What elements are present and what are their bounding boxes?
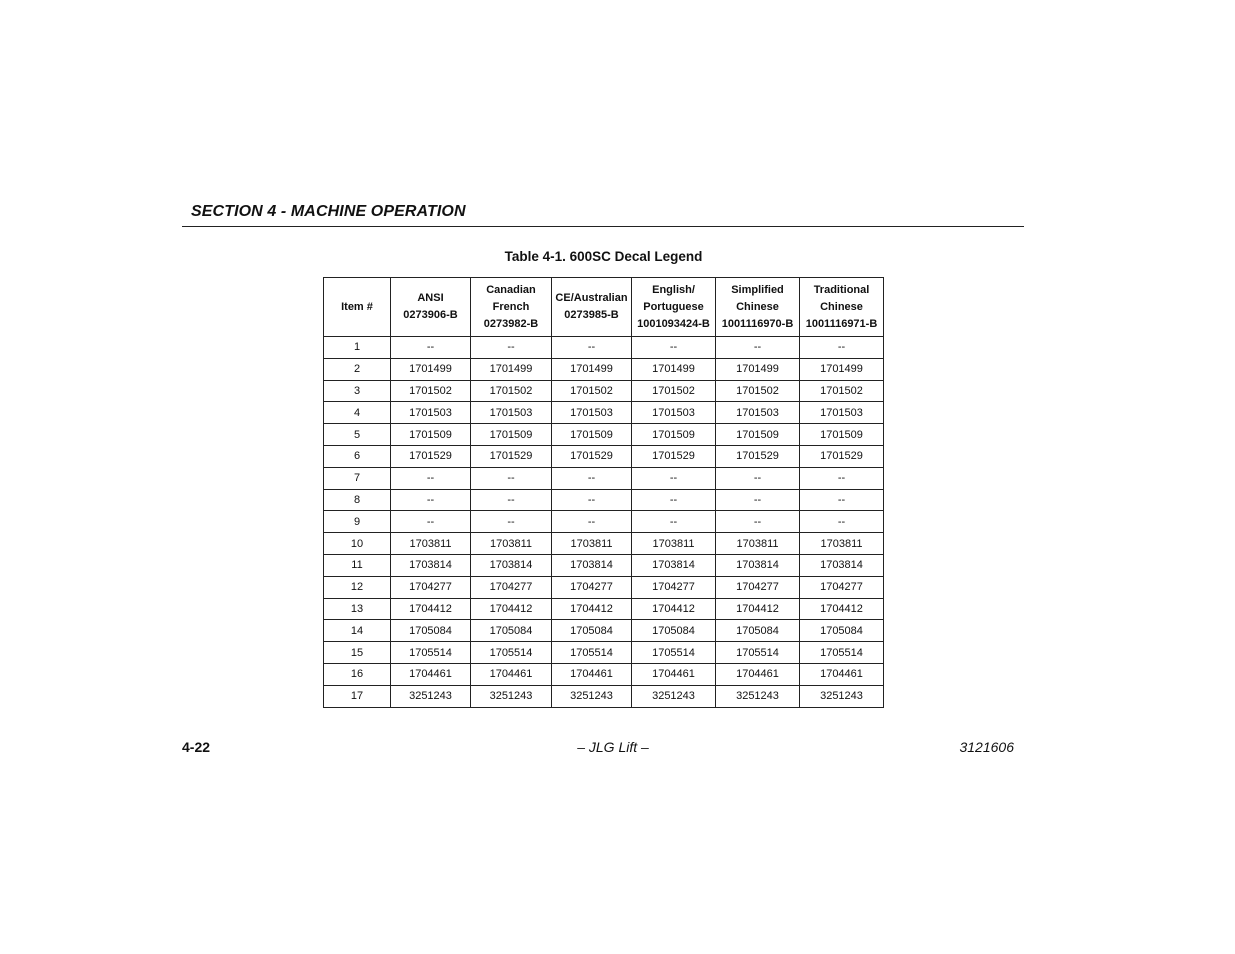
item-number-cell: 12 [324,576,391,598]
page-number: 4-22 [182,739,211,755]
table-row [324,337,884,359]
part-number-cell: -- [552,467,632,489]
table-row [324,402,884,424]
document-number: 3121606 [959,739,1014,755]
part-number-cell: 1703814 [800,554,884,576]
part-number-cell: 1701502 [800,380,884,402]
table-title: Table 4-1. 600SC Decal Legend [504,249,703,264]
table-row [324,533,884,555]
part-number-cell: 1701499 [391,358,471,380]
part-number-cell: 1703814 [471,554,552,576]
decal-legend-table [323,277,884,708]
part-number-cell: -- [716,489,800,511]
part-number-cell: 1701502 [632,380,716,402]
item-number-cell: 1 [324,337,391,359]
column-header-line: 0273982-B [483,317,539,330]
part-number-cell: 1701509 [716,424,800,446]
part-number-cell: 1703811 [552,533,632,555]
table-row [324,685,884,707]
item-number-cell: 8 [324,489,391,511]
table-body [324,337,884,708]
part-number-cell: -- [716,467,800,489]
part-number-cell: 1704412 [391,598,471,620]
item-number-cell: 2 [324,358,391,380]
part-number-cell: 1703814 [632,554,716,576]
part-number-cell: 1703814 [552,554,632,576]
part-number-cell: 1701529 [391,445,471,467]
part-number-cell: 1701503 [471,402,552,424]
column-header-line: ANSI [417,292,444,304]
column-header-line: Chinese [736,300,779,313]
table-row [324,358,884,380]
section-header: SECTION 4 - MACHINE OPERATION [191,203,466,220]
part-number-cell: -- [391,511,471,533]
column-header-canadian-french [471,278,552,337]
part-number-cell: 1703814 [716,554,800,576]
part-number-cell: 1704412 [471,598,552,620]
table-row [324,489,884,511]
part-number-cell: 3251243 [552,685,632,707]
part-number-cell: -- [632,467,716,489]
part-number-cell: 1704412 [552,598,632,620]
column-header-line: Traditional [813,283,870,296]
part-number-cell: 1701502 [552,380,632,402]
column-header-ansi [391,278,471,337]
column-header-line: 1001116971-B [805,317,878,330]
part-number-cell: 1704461 [552,663,632,685]
part-number-cell: 1701499 [716,358,800,380]
part-number-cell: 3251243 [391,685,471,707]
part-number-cell: 1705084 [632,620,716,642]
table-row [324,424,884,446]
part-number-cell: 1705514 [471,642,552,664]
item-number-cell: 11 [324,554,391,576]
header-row [324,278,884,337]
column-header-line: English/ [652,283,695,296]
part-number-cell: 1704277 [716,576,800,598]
part-number-cell: 1703811 [391,533,471,555]
part-number-cell: 1701509 [632,424,716,446]
table-row [324,576,884,598]
item-number-cell: 4 [324,402,391,424]
column-header-line: Simplified [731,283,784,296]
column-header-item-number [324,278,391,337]
part-number-cell: 1701502 [716,380,800,402]
part-number-cell: 1704277 [800,576,884,598]
part-number-cell: 1704461 [632,663,716,685]
column-header-english-portuguese [632,278,716,337]
part-number-cell: -- [391,337,471,359]
table-row [324,642,884,664]
part-number-cell: 1701509 [552,424,632,446]
part-number-cell: 1704277 [632,576,716,598]
part-number-cell: 1704412 [716,598,800,620]
part-number-cell: -- [391,489,471,511]
item-number-cell: 13 [324,598,391,620]
part-number-cell: 1704461 [800,663,884,685]
part-number-cell: -- [632,337,716,359]
part-number-cell: 1701499 [471,358,552,380]
part-number-cell: 1704461 [471,663,552,685]
part-number-cell: 1701499 [552,358,632,380]
part-number-cell: -- [800,511,884,533]
part-number-cell: 1701503 [716,402,800,424]
item-number-cell: 16 [324,663,391,685]
part-number-cell: 1701529 [632,445,716,467]
table-row [324,554,884,576]
part-number-cell: 1705084 [800,620,884,642]
part-number-cell: 1703811 [632,533,716,555]
part-number-cell: 1703811 [800,533,884,555]
part-number-cell: -- [471,511,552,533]
part-number-cell: 1704277 [552,576,632,598]
part-number-cell: 3251243 [716,685,800,707]
part-number-cell: 1701529 [800,445,884,467]
column-header-line: Chinese [820,300,863,313]
header-rule [182,226,1024,227]
column-header-ce-australian [552,278,632,337]
item-number-cell: 17 [324,685,391,707]
part-number-cell: -- [800,489,884,511]
column-header-simplified-chinese [716,278,800,337]
part-number-cell: 1701502 [391,380,471,402]
item-number-cell: 15 [324,642,391,664]
table-row [324,467,884,489]
table-row [324,620,884,642]
item-number-cell: 5 [324,424,391,446]
part-number-cell: 1701503 [552,402,632,424]
part-number-cell: 1704412 [800,598,884,620]
part-number-cell: 3251243 [632,685,716,707]
part-number-cell: -- [471,467,552,489]
part-number-cell: 1705514 [800,642,884,664]
part-number-cell: 1705514 [632,642,716,664]
part-number-cell: -- [471,489,552,511]
column-header-line: Portuguese [643,300,704,313]
item-number-cell: 6 [324,445,391,467]
part-number-cell: 1701503 [632,402,716,424]
part-number-cell: 1704412 [632,598,716,620]
column-header-line: French [492,300,530,313]
part-number-cell: -- [800,467,884,489]
table-row [324,663,884,685]
part-number-cell: -- [552,511,632,533]
item-number-cell: 14 [324,620,391,642]
part-number-cell: -- [552,489,632,511]
column-header-line: 1001116970-B [721,317,794,330]
footer-brand: – JLG Lift – [577,739,649,755]
part-number-cell: -- [471,337,552,359]
part-number-cell: 1701529 [471,445,552,467]
part-number-cell: 1705084 [391,620,471,642]
part-number-cell: 1705514 [391,642,471,664]
part-number-cell: 1705084 [716,620,800,642]
column-header-traditional-chinese [800,278,884,337]
table-row [324,511,884,533]
part-number-cell: 1701503 [800,402,884,424]
part-number-cell: 3251243 [471,685,552,707]
item-number-cell: 3 [324,380,391,402]
column-header-line: 0273985-B [564,309,619,321]
part-number-cell: -- [716,337,800,359]
part-number-cell: 1705084 [552,620,632,642]
part-number-cell: -- [800,337,884,359]
item-number-cell: 7 [324,467,391,489]
part-number-cell: -- [632,511,716,533]
part-number-cell: 1701529 [552,445,632,467]
part-number-cell: -- [632,489,716,511]
table-header [324,278,884,337]
part-number-cell: -- [552,337,632,359]
part-number-cell: 1701499 [632,358,716,380]
column-header-line: 1001093424-B [637,317,710,330]
part-number-cell: 1701509 [391,424,471,446]
part-number-cell: 3251243 [800,685,884,707]
part-number-cell: 1705514 [716,642,800,664]
part-number-cell: 1701509 [471,424,552,446]
part-number-cell: 1704461 [716,663,800,685]
part-number-cell: 1704461 [391,663,471,685]
part-number-cell: 1701509 [800,424,884,446]
table-row [324,598,884,620]
column-header-line: CE/Australian [555,292,628,304]
part-number-cell: 1705084 [471,620,552,642]
column-header-line: Item # [341,300,373,313]
table-row [324,380,884,402]
part-number-cell: -- [716,511,800,533]
part-number-cell: 1701503 [391,402,471,424]
part-number-cell: 1703811 [471,533,552,555]
column-header-line: 0273906-B [403,309,458,321]
part-number-cell: 1703814 [391,554,471,576]
table-row [324,445,884,467]
part-number-cell: 1701502 [471,380,552,402]
part-number-cell: 1704277 [391,576,471,598]
part-number-cell: 1703811 [716,533,800,555]
item-number-cell: 10 [324,533,391,555]
part-number-cell: 1701529 [716,445,800,467]
column-header-line: Canadian [486,283,536,296]
part-number-cell: -- [391,467,471,489]
part-number-cell: 1704277 [471,576,552,598]
part-number-cell: 1701499 [800,358,884,380]
item-number-cell: 9 [324,511,391,533]
part-number-cell: 1705514 [552,642,632,664]
